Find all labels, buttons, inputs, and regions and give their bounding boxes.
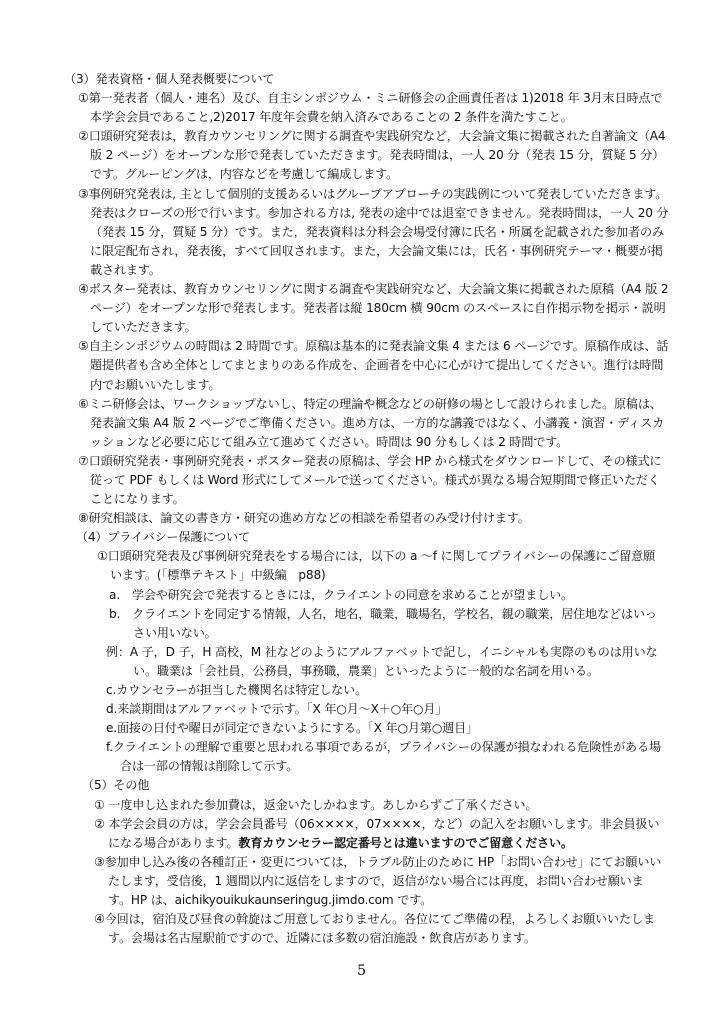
section-4-heading: （4）プライバシー保護について [76,530,250,545]
page-number: 5 [357,963,366,979]
s3-item-4: ④ポスター発表は、教育カウンセリングに関する調査や実践研究など、大会論文集に掲載された原稿（A4 版 2 ページ）をオープンな形で発表します。発表者は縦 180cm 横 90cm のスペースに自作掲示物を掲示・説明していただきます。 [78,282,669,335]
s5-item-3: ③参加申し込み後の各種訂正・変更については，トラブル防止のために HP「お問い合わせ」にてお願いいたします，受信後，1 週間以内に返信をしますので，返信がない場合には再度，お問い合わせ願います。HP は、aichikyouikukaunseringug.jimdo.com です。 [94,854,662,908]
section-3-heading: （3）発表資格・個人発表概要について [64,72,275,86]
s3-item-6: ⑥ミニ研修会は、ワークショップないし、特定の理論や概念などの研修の場として設けられました。原稿は、発表論文集 A4 版 2 ページでご準備ください。進め方は、一方的な講義ではなく、小講義・演習・ディスカッションなど必要に応じて組み立て進めてください。時間は 90 分もしくは 2 時間です。 [78,396,665,449]
s4-intro: ①口頭研究発表及び事例研究発表をする場合には，以下の a ～f に関してプライバシーの保護にご留意願います。(「標準テキスト」中級編 p88) [97,549,656,583]
s4-item-a: a. 学会や研究会で発表するときには，クライエントの同意を求めることが望ましい。 [109,587,573,602]
s5-item-4: ④今回は，宿泊及び昼食の斡旋はご用意しておりません。各位にてご準備の程，よろしくお願いいたします。会場は名古屋駅前ですので、近隣には多数の宿泊施設・飲食店があります。 [94,912,655,946]
s4-item-d: d.来談期間はアルファベットで示す。「X 年○月～X＋○年○月」 [106,702,448,717]
s4-item-f: f.クライエントの理解で重要と思われる事項であるが，プライバシーの保護が損なわれる危険性がある場合は一部の情報は削除して示す。 [106,740,661,774]
section-5-heading: （5）その他 [82,778,150,793]
s4-item-b: b. クライエントを同定する情報，人名，地名，職業，職場名，学校名，親の職業，居住地などはいっさい用いない。 [109,606,657,640]
s3-item-7: ⑦口頭研究発表・事例研究発表・ポスター発表の原稿は、学会 HP から様式をダウンロードして、その様式に従って PDF もしくは Word 形式にしてメールで送ってください。様式が異なる場合短期間で修正いただくことになります。 [78,453,662,507]
s4-item-e: e.面接の日付や曜日が同定できないようにする。「X 年○月第○週目」 [106,721,478,736]
s3-item-3: ③事例研究発表は, 主として個別的支援あるいはグループアプローチの実践例について発表していただきます。発表はクローズの形で行います。参加される方は, 発表の途中では退室できません。発表時間は，一人 20 分（発表 15 分，質疑 5 分）です。また，発表資料は分科会会場受付簿に氏名・所属を記載された参加者のみに限定配布され，発表後，すべて回収されます。また，大会論文集には，氏名・事例研究テーマ・概要が掲載されます。 [78,186,669,277]
s3-item-2: ②口頭研究発表は，教育カウンセリングに関する調査や実践研究など，大会論文集に掲載された自著論文（A4 版 2 ページ）をオープンな形で発表していただきます。発表時間は，一人 20 分（発表 15 分，質疑 5 分）です。グルーピングは，内容などを考慮して編成します。 [78,129,666,182]
s3-item-1: ①第一発表者（個人・連名）及び、自主シンポジウム・ミニ研修会の企画責任者は 1)2018 年 3月末日時点で本学会会員であること,2)2017 年度年会費を納入済みであることの 2 条件を満たすこと。 [78,91,663,125]
s5-item-2-notice: 教育カウンセラー認定番号とは違いますのでご留意ください。 [238,835,573,850]
s4-example: 例：A 子，D 子，H 高校，M 社などのようにアルファベットで記し，イニシャルも実際のものは用いない。職業は「会社員，公務員，事務職，農業」といったように一般的な名詞を用いる。 [106,644,658,678]
document-body [0,70,723,948]
s5-item-2-text: ② 本学会会員の方は，学会会員番号（06××××，07××××，など）の記入をお願いします。非会員扱いになる場合があります。 [94,816,660,850]
s3-item-5: ⑤自主シンポジウムの時間は 2 時間です。原稿は基本的に発表論文集 4 または 6 ページです。原稿作成は、話題提供者も含め全体としてまとまりのある作成を、企画者を中心に心がけて提出してください。進行は時間内でお願いいたします。 [78,339,669,392]
s5-item-2 [0,815,723,853]
s5-item-1: ① 一度申し込まれた参加費は，返金いたしかねます。あしからずご了承ください。 [94,797,538,812]
s3-item-8: ⑧研究相談は、論文の書き方・研究の進め方などの相談を希望者のみ受け付けます。 [78,511,530,526]
s4-item-c: c.カウンセラーが担当した機関名は特定しない。 [106,683,368,697]
